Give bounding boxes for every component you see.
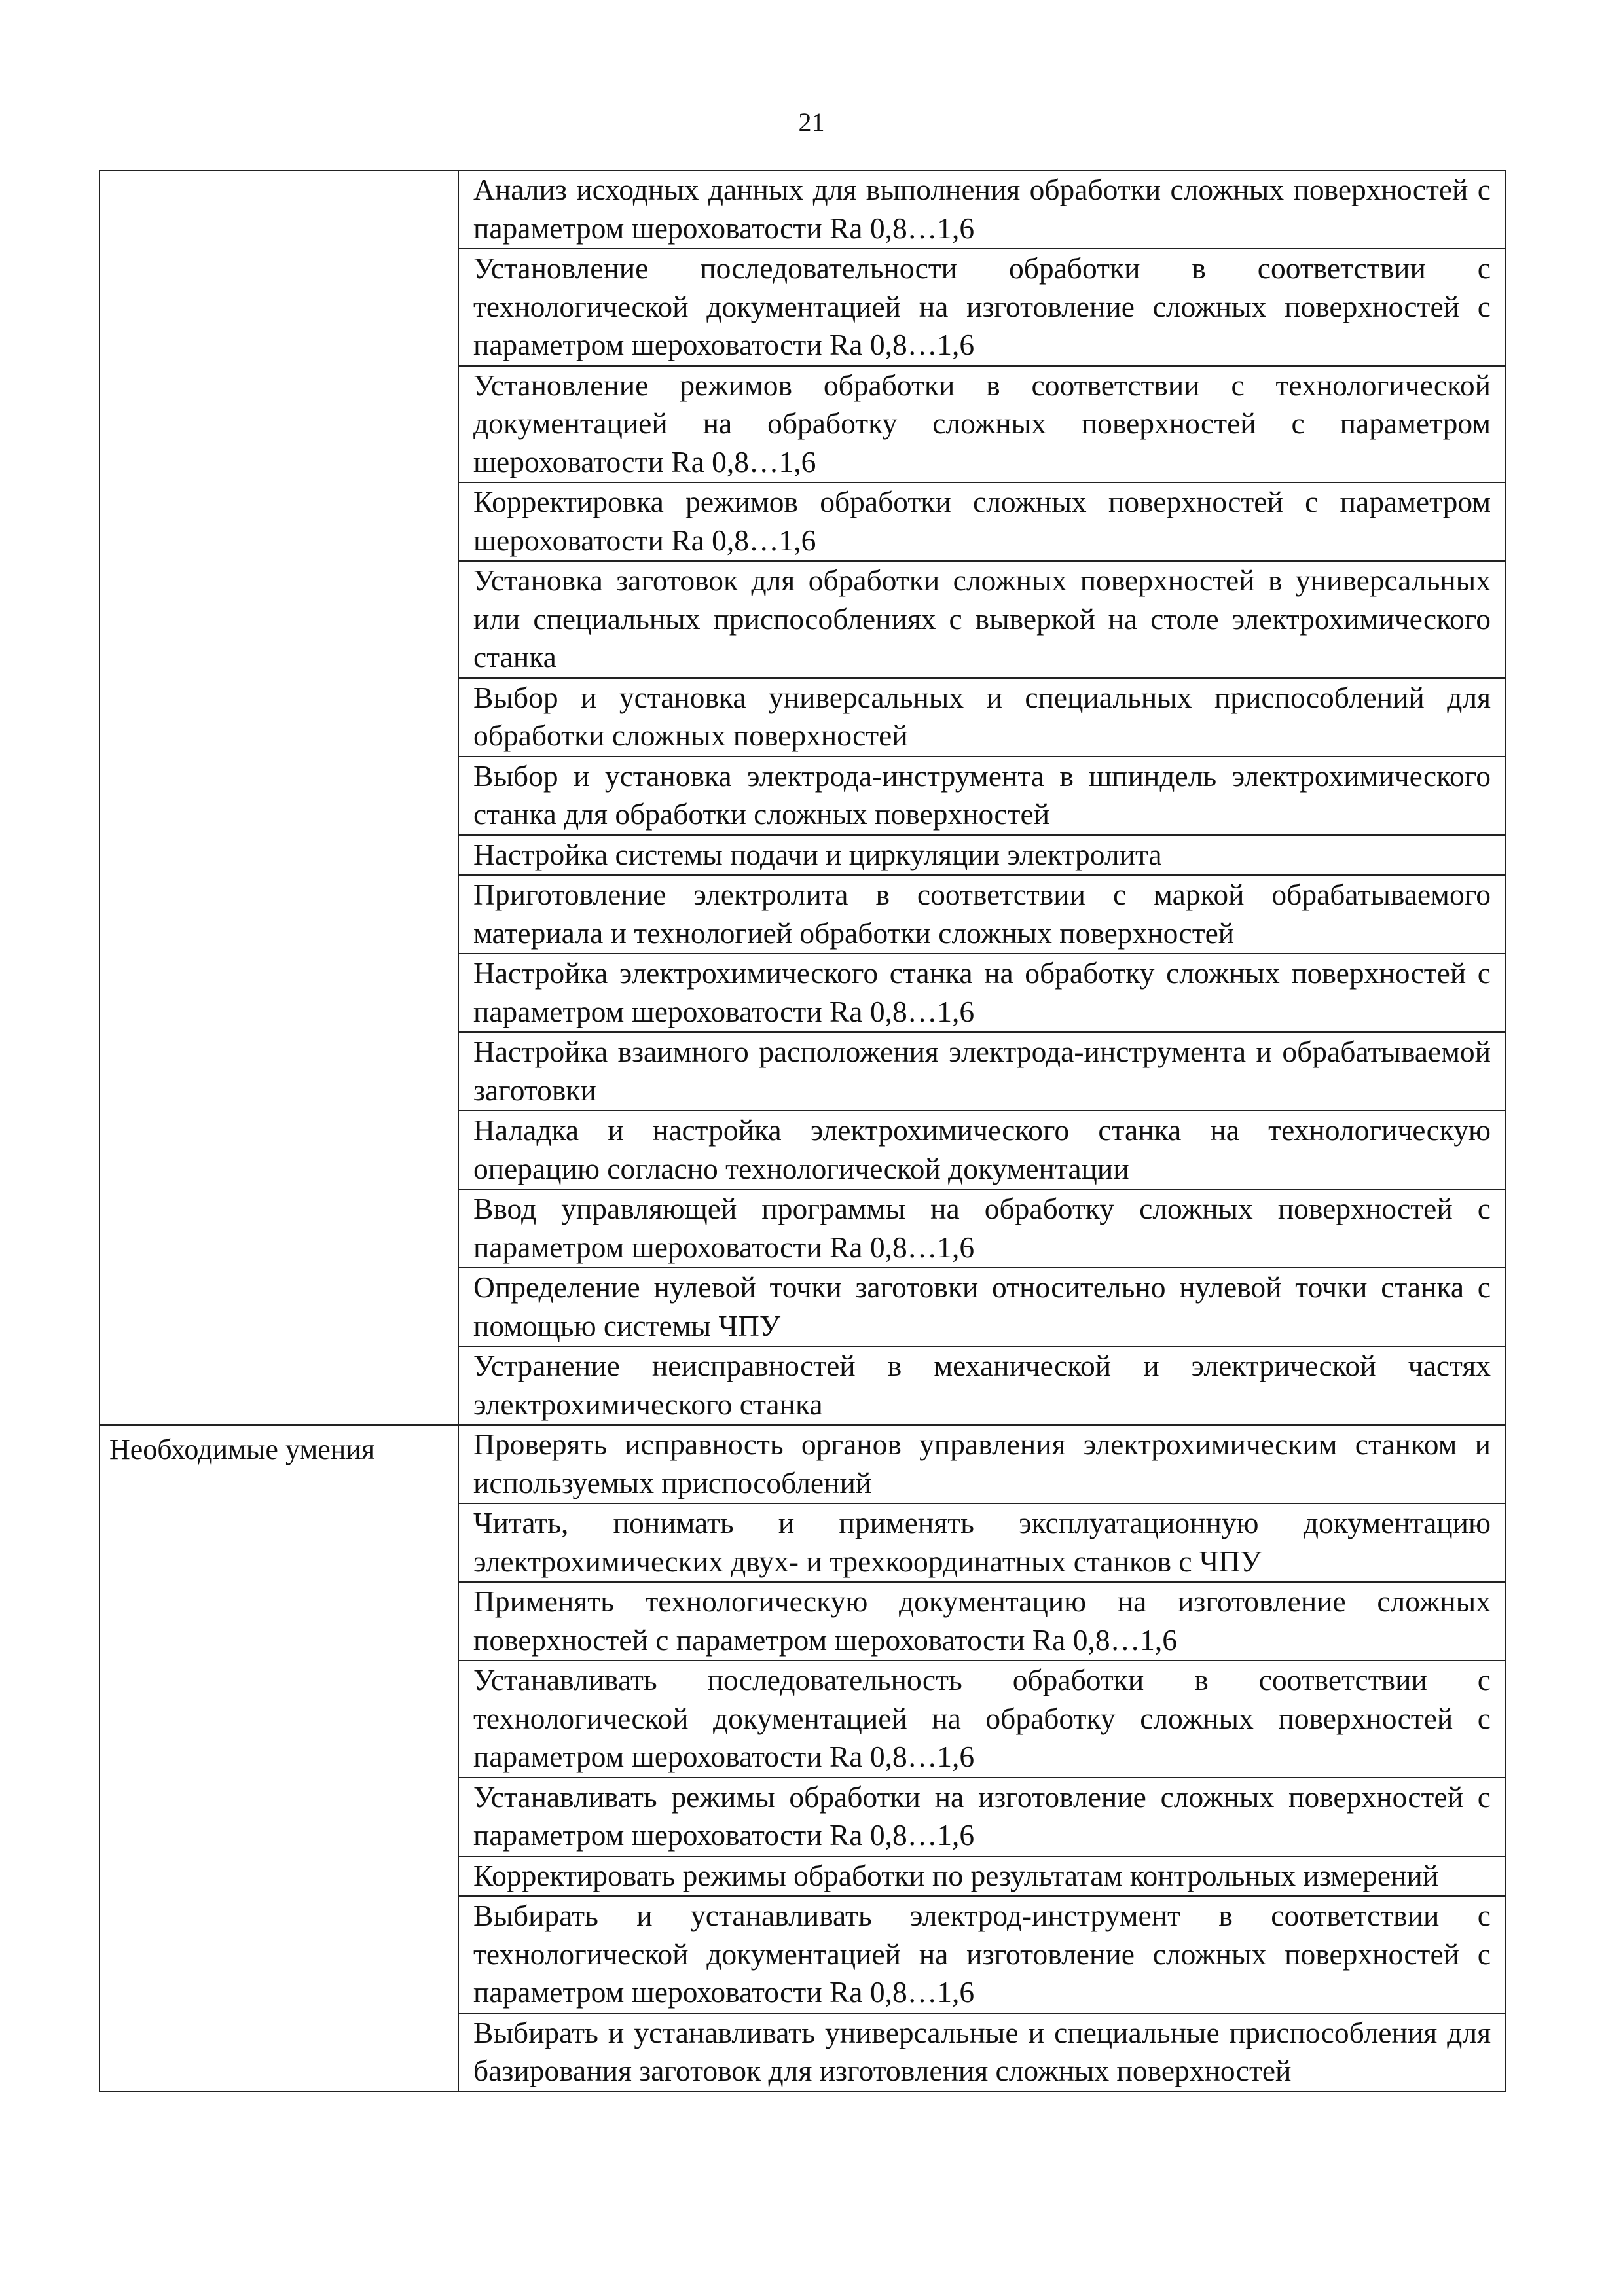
labor-action-item: Установление последовательности обработки в соответствии с технологической документацией на изготовление сложных поверхностей с параметром шероховатости Ra 0,8…1,6 [458,249,1506,366]
labor-action-item: Ввод управляющей программы на обработку сложных поверхностей с параметром шероховатости Ra 0,8…1,6 [458,1189,1506,1268]
labor-action-item: Установление режимов обработки в соответствии с технологической документацией на обработку сложных поверхностей с параметром шероховатости Ra 0,8…1,6 [458,366,1506,483]
labor-action-item: Устранение неисправностей в механической и электрической частях электрохимического станка [458,1346,1506,1425]
labor-action-item: Анализ исходных данных для выполнения обработки сложных поверхностей с параметром шероховатости Ra 0,8…1,6 [458,170,1506,249]
labor-action-item: Выбор и установка универсальных и специальных приспособлений для обработки сложных поверхностей [458,678,1506,757]
skill-item: Выбирать и устанавливать электрод-инструмент в соответствии с технологической документацией на изготовление сложных поверхностей с параметром шероховатости Ra 0,8…1,6 [458,1896,1506,2013]
labor-action-item: Корректировка режимов обработки сложных поверхностей с параметром шероховатости Ra 0,8…1,6 [458,482,1506,561]
page-number: 21 [798,107,825,137]
table-row [100,170,1506,249]
skill-item: Устанавливать последовательность обработки в соответствии с технологической документацией на обработку сложных поверхностей с параметром шероховатости Ra 0,8…1,6 [458,1660,1506,1778]
labor-action-item: Наладка и настройка электрохимического станка на технологическую операцию согласно технологической документации [458,1111,1506,1189]
table-row [100,1425,1506,1503]
skill-item: Устанавливать режимы обработки на изготовление сложных поверхностей с параметром шероховатости Ra 0,8…1,6 [458,1778,1506,1856]
labor-action-item: Настройка электрохимического станка на обработку сложных поверхностей с параметром шероховатости Ra 0,8…1,6 [458,954,1506,1032]
labor-action-item: Определение нулевой точки заготовки относительно нулевой точки станка с помощью системы ЧПУ [458,1268,1506,1346]
actions-label-cell [100,170,458,1425]
competency-table [99,170,1506,2092]
labor-action-item: Установка заготовок для обработки сложных поверхностей в универсальных или специальных приспособлениях с выверкой на столе электрохимического станка [458,561,1506,678]
labor-action-item: Настройка системы подачи и циркуляции электролита [458,835,1506,876]
labor-action-item: Выбор и установка электрода-инструмента в шпиндель электрохимического станка для обработки сложных поверхностей [458,757,1506,835]
skill-item: Выбирать и устанавливать универсальные и специальные приспособления для базирования заготовок для изготовления сложных поверхностей [458,2013,1506,2092]
skills-label-cell: Необходимые умения [100,1425,458,2092]
skill-item: Корректировать режимы обработки по результатам контрольных измерений [458,1856,1506,1897]
skill-item: Проверять исправность органов управления электрохимическим станком и используемых приспособлений [458,1425,1506,1503]
labor-action-item: Приготовление электролита в соответствии с маркой обрабатываемого материала и технологией обработки сложных поверхностей [458,875,1506,954]
skill-item: Читать, понимать и применять эксплуатационную документацию электрохимических двух- и трехкоординатных станков с ЧПУ [458,1503,1506,1582]
labor-action-item: Настройка взаимного расположения электрода-инструмента и обрабатываемой заготовки [458,1032,1506,1111]
skill-item: Применять технологическую документацию на изготовление сложных поверхностей с параметром шероховатости Ra 0,8…1,6 [458,1582,1506,1660]
